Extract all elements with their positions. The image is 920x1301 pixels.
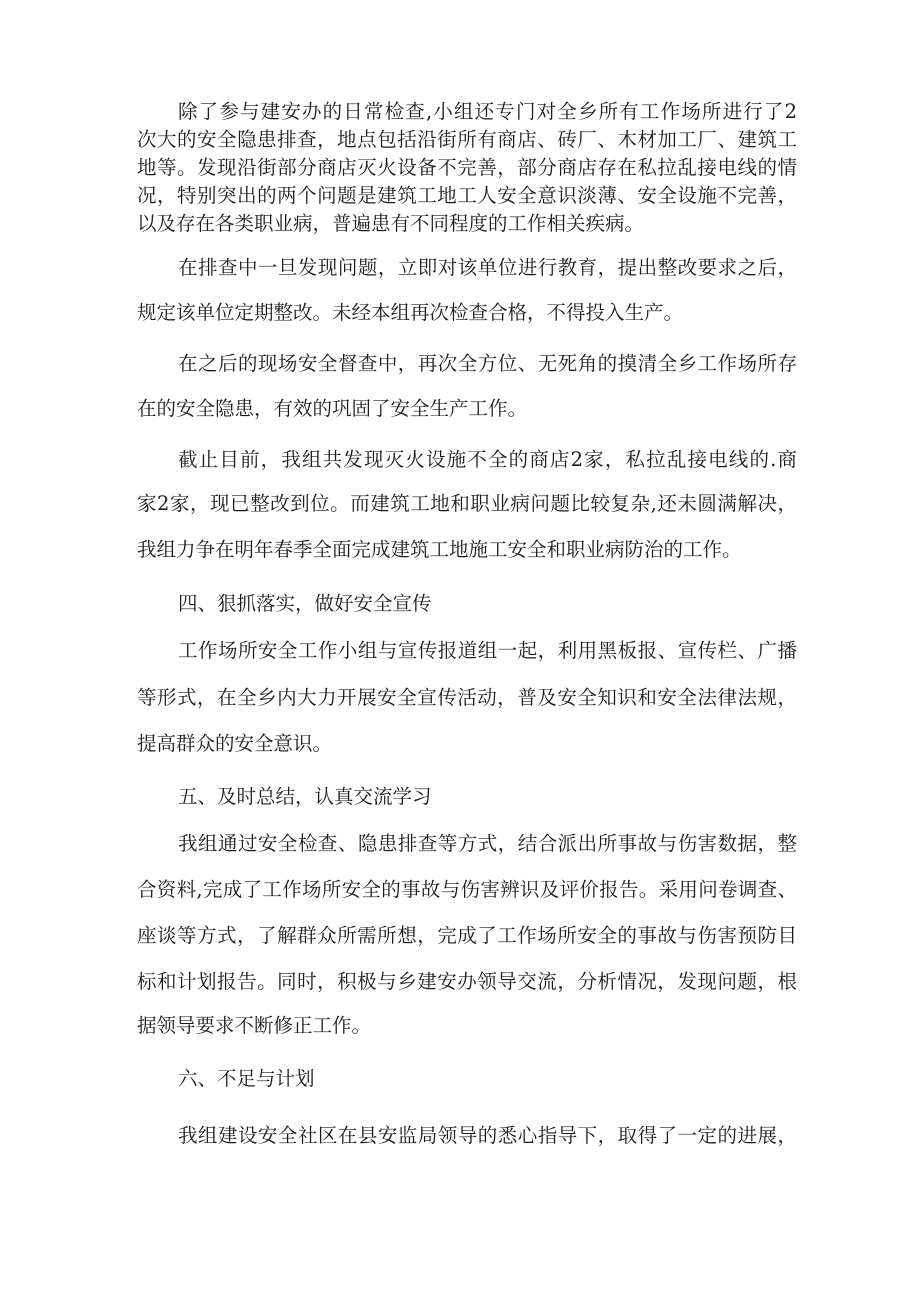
section-heading: 四、狠抓落实，做好安全宣传	[178, 592, 432, 615]
paragraph-line: 况，特别突出的两个问题是建筑工地工人安全意识淡薄、安全设施不完善，	[137, 184, 797, 207]
paragraph-line: 标和计划报告。同时，积极与乡建安办领导交流，分析情况，发现问题，根	[137, 970, 797, 993]
paragraph-line: 我组力争在明年春季全面完成建筑工地施工安全和职业病防治的工作。	[137, 538, 742, 561]
paragraph-line: 以及存在各类职业病，普遍患有不同程度的工作相关疾病。	[137, 212, 645, 235]
paragraph-line: 规定该单位定期整改。未经本组再次检查合格，不得投入生产。	[137, 301, 684, 324]
section-heading: 六、不足与计划	[178, 1067, 315, 1090]
paragraph-line: 据领导要求不断修正工作。	[137, 1014, 372, 1037]
paragraph-line: 座谈等方式，了解群众所需所想，完成了工作场所安全的事故与伤害预防目	[137, 924, 797, 947]
section-heading: 五、及时总结，认真交流学习	[178, 785, 432, 808]
paragraph-line: 家2家，现已整改到位。而建筑工地和职业病问题比较复杂,还未圆满解决，	[137, 492, 797, 515]
paragraph-line: 工作场所安全工作小组与宣传报道组一起，利用黑板报、宣传栏、广播	[178, 639, 797, 662]
paragraph-line: 截止目前，我组共发现灭火设施不全的商店2家，私拉乱接电线的.商	[178, 448, 797, 471]
paragraph-line: 次大的安全隐患排查，地点包括沿街所有商店、砖厂、木材加工厂、建筑工	[137, 128, 797, 151]
paragraph-line: 等形式，在全乡内大力开展安全宣传活动，普及安全知识和安全法律法规，	[137, 686, 797, 709]
paragraph-line: 在的安全隐患，有效的巩固了安全生产工作。	[137, 397, 528, 420]
paragraph-line: 合资料,完成了工作场所安全的事故与伤害辨识及评价报告。采用问卷调查、	[137, 878, 797, 901]
paragraph-line: 提高群众的安全意识。	[137, 732, 333, 755]
paragraph-line: 在排查中一旦发现问题，立即对该单位进行教育，提出整改要求之后，	[178, 256, 797, 279]
paragraph-line: 我组建设安全社区在县安监局领导的悉心指导下，取得了一定的进展，	[178, 1124, 797, 1147]
paragraph-line: 我组通过安全检查、隐患排查等方式，结合派出所事故与伤害数据，整	[178, 832, 797, 855]
paragraph-line: 除了参与建安办的日常检查,小组还专门对全乡所有工作场所进行了2	[178, 100, 797, 123]
paragraph-line: 在之后的现场安全督查中，再次全方位、无死角的摸清全乡工作场所存	[178, 352, 797, 375]
paragraph-line: 地等。发现沿街部分商店灭火设备不完善，部分商店存在私拉乱接电线的情	[137, 156, 797, 179]
